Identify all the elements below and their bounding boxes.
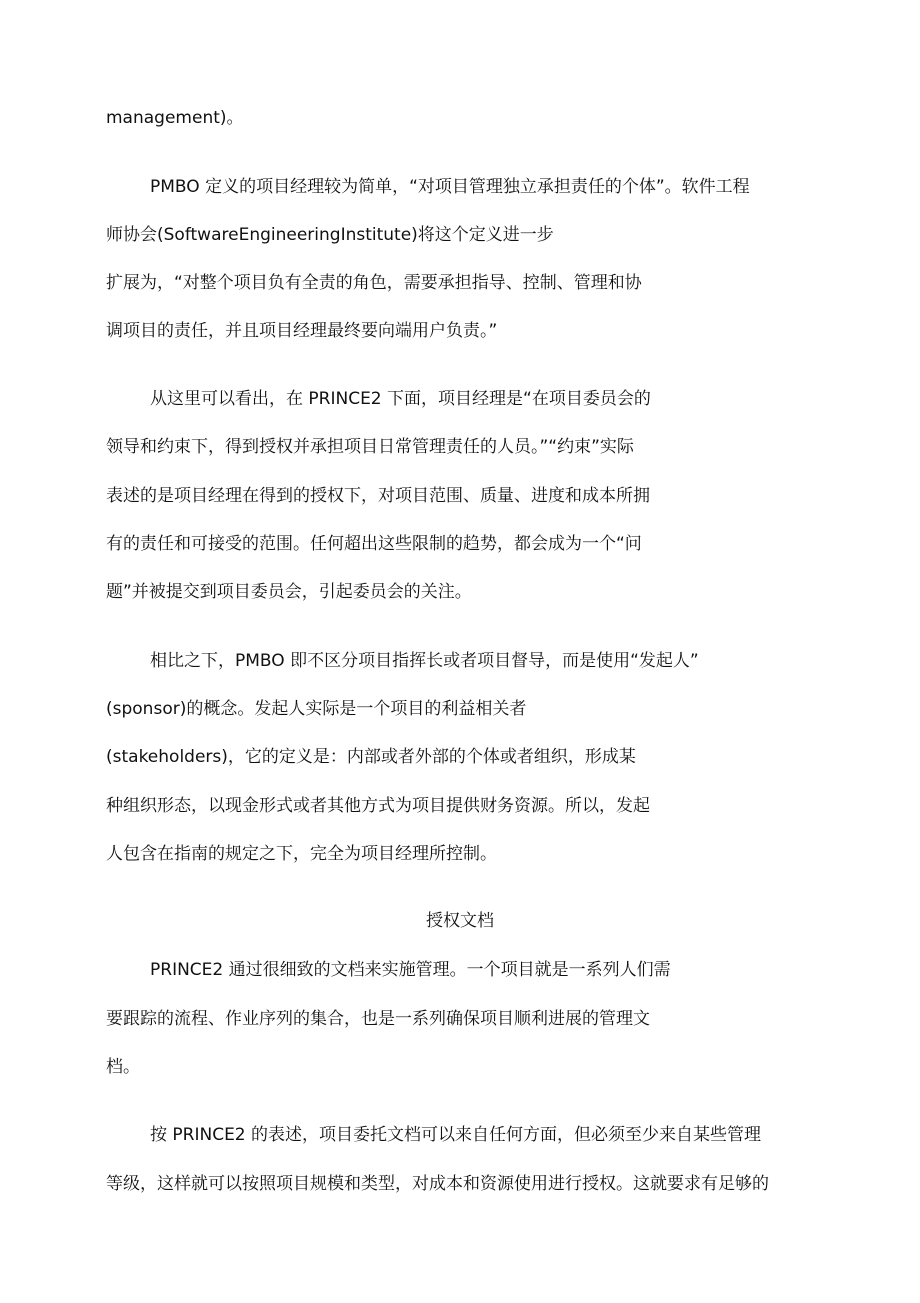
text-line: (sponsor)的概念。发起人实际是一个项目的利益相关者 <box>106 699 527 719</box>
text-line: 调项目的责任，并且项目经理最终要向端用户负责。” <box>106 321 498 341</box>
text-line: 人包含在指南的规定之下，完全为项目经理所控制。 <box>106 844 497 864</box>
text-line: PMBO 定义的项目经理较为简单，“对项目管理独立承担责任的个体”。软件工程 <box>150 177 750 197</box>
text-line: (stakeholders)，它的定义是：内部或者外部的个体或者组织，形成某 <box>106 747 636 767</box>
text-line: 师协会(SoftwareEngineeringInstitute)将这个定义进一步 <box>106 225 554 245</box>
text-line: 领导和约束下，得到授权并承担项目日常管理责任的人员。”“约束”实际 <box>106 437 634 457</box>
section-heading: 授权文档 <box>426 911 494 931</box>
text-line: 题”并被提交到项目委员会，引起委员会的关注。 <box>106 582 472 602</box>
text-line: 相比之下，PMBO 即不区分项目指挥长或者项目督导，而是使用“发起人” <box>150 651 699 671</box>
text-line: 种组织形态，以现金形式或者其他方式为项目提供财务资源。所以，发起 <box>106 796 650 816</box>
text-line: management)。 <box>106 108 244 128</box>
text-line: PRINCE2 通过很细致的文档来实施管理。一个项目就是一系列人们需 <box>150 960 671 980</box>
text-line: 要跟踪的流程、作业序列的集合，也是一系列确保项目顺利进展的管理文 <box>106 1009 650 1029</box>
text-line: 有的责任和可接受的范围。任何超出这些限制的趋势，都会成为一个“问 <box>106 534 642 554</box>
text-line: 按 PRINCE2 的表述，项目委托文档可以来自任何方面，但必须至少来自某些管理 <box>150 1125 762 1145</box>
text-line: 表述的是项目经理在得到的授权下，对项目范围、质量、进度和成本所拥 <box>106 486 650 506</box>
text-line: 从这里可以看出，在 PRINCE2 下面，项目经理是“在项目委员会的 <box>150 389 651 409</box>
text-line: 档。 <box>106 1057 140 1077</box>
text-line: 扩展为，“对整个项目负有全责的角色，需要承担指导、控制、管理和协 <box>106 273 642 293</box>
text-line: 等级，这样就可以按照项目规模和类型，对成本和资源使用进行授权。这就要求有足够的 <box>106 1174 769 1194</box>
